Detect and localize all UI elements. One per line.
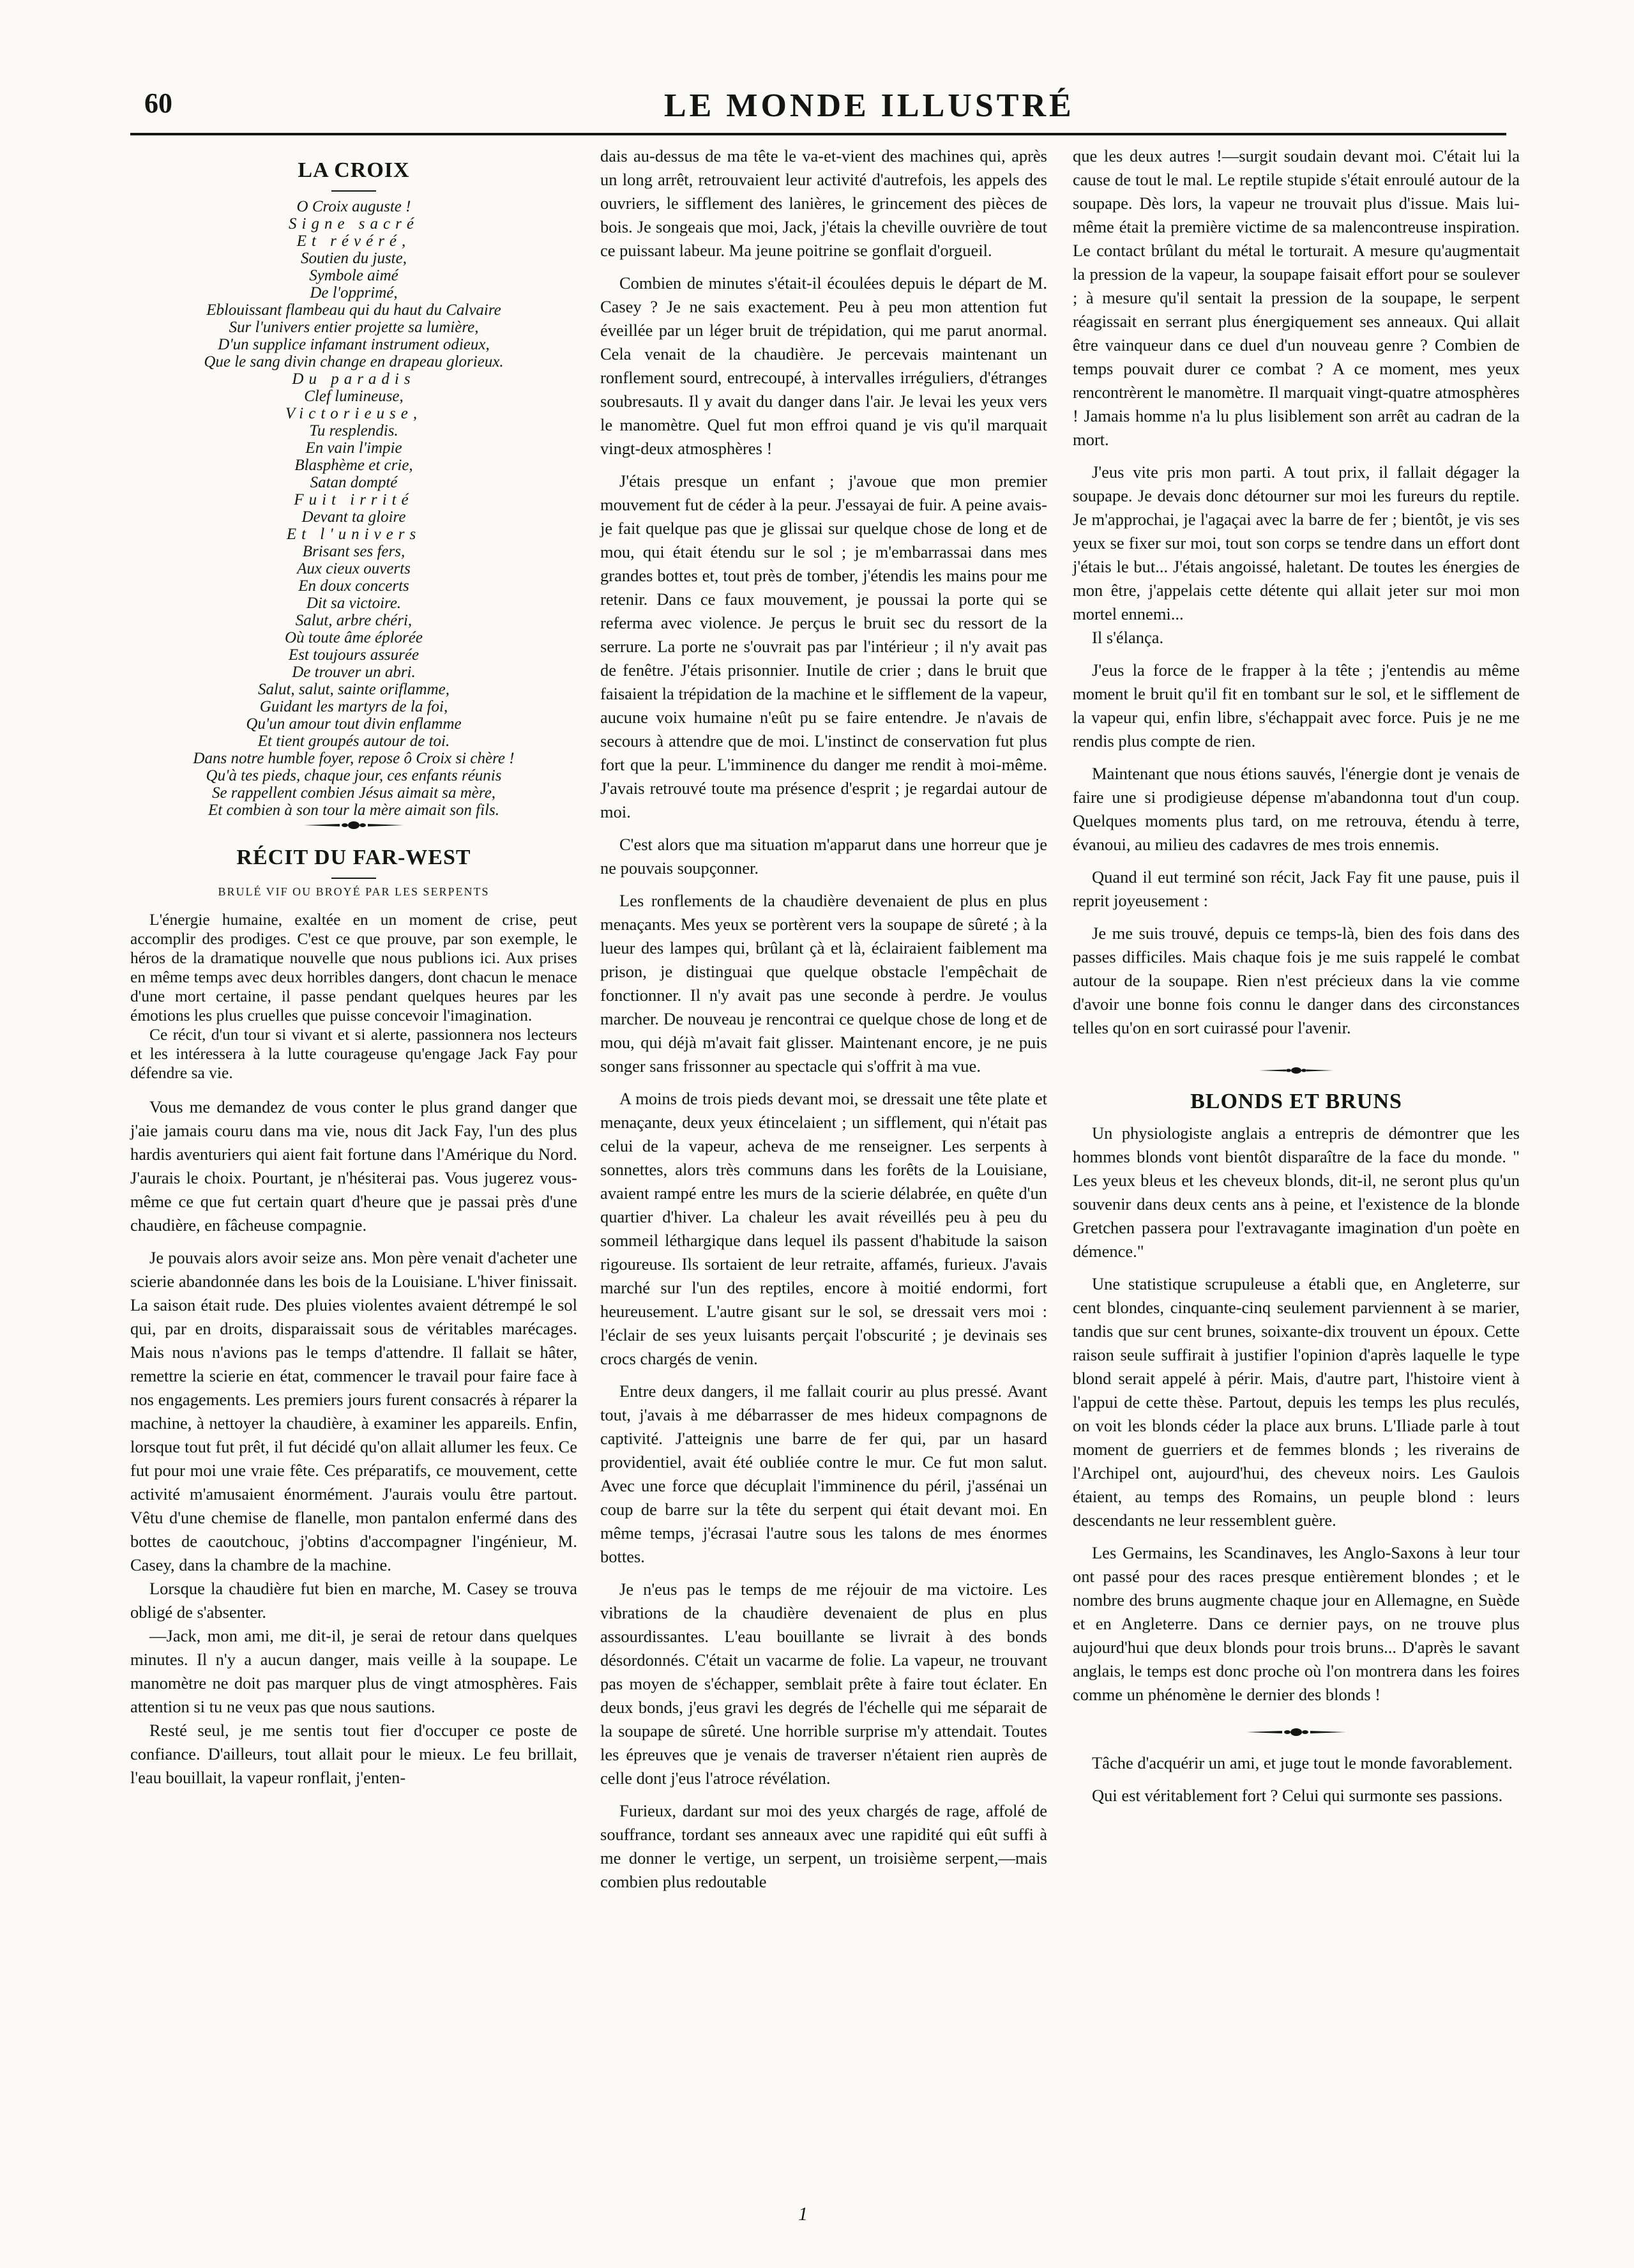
recit-body-col1 [130,1095,577,1790]
poem-line: Satan dompté [310,474,398,491]
title-rule [331,878,376,879]
poem-line: Sur l'univers entier projette sa lumière, [229,319,479,336]
poem-line: Guidant les martyrs de la foi, [259,698,448,715]
paragraph: J'eus vite pris mon parti. A tout prix, il fallait dégager la soupape. Je devais donc détourner sur moi les fureurs du reptile. Je m'approchai, je l'agaçai avec la barre de fer ; bientôt, je vis ses yeux se fixer sur moi, tout son corps se tendre dans un effort dont j'étais le but... J'étais angoissé, haletant. De toutes les énergies de mon être, j'appelais cette détente qui allait jeter sur moi mon mortel ennemi... [1073,462,1520,623]
poem-line: De l'opprimé, [310,284,398,301]
poem-line: Se rappellent combien Jésus aimait sa mère, [211,784,496,802]
poem-line: Est toujours assurée [288,646,420,664]
column-1 [130,144,577,1790]
paragraph: Je pouvais alors avoir seize ans. Mon père venait d'acheter une scierie abandonnée dans les bois de la Louisiane. L'hiver finissait. La saison était rude. Des pluies violentes avaient détrempé le sol qui, par en droits, disparaissait sous de véritables marécages. Mais nous n'avions pas le temps d'attendre. Il fallait se hâter, remettre la scierie en état, commencer le travail pour faire face à nos engagements. Les premiers jours furent consacrés à réparer la machine, à nettoyer la chaudière, à examiner les appareils. Enfin, lorsque tout fut prêt, il fut décidé qu'on allait allumer les feux. Ce fut pour moi une vraie fête. Ces préparatifs, ce mouvement, cette activité m'amusaient énormément. J'aurais voulu être partout. Vêtu d'une chemise de flanelle, mon pantalon enfermé dans des bottes de caoutchouc, j'obtins d'accompagner l'ingénieur, M. Casey, dans la chambre de la machine. [130,1248,577,1574]
paragraph: —Jack, mon ami, me dit-il, je serai de retour dans quelques minutes. Il n'y a aucun danger, mais veille à la soupape. Le manomètre ne doit pas marquer plus de vingt atmosphères. Fais attention si tu ne veux pas que nous sautions. [130,1626,577,1716]
maximes [1073,1751,1520,1808]
maxim: Qui est véritablement fort ? Celui qui surmonte ses passions. [1092,1786,1503,1805]
paragraph: Quand il eut terminé son récit, Jack Fay fit une pause, puis il reprit joyeusement : [1073,867,1520,910]
recit-title: RÉCIT DU FAR-WEST [236,846,471,869]
ornament-divider [303,819,405,832]
poem-line: En doux concerts [298,577,409,595]
ornament-divider [1245,1726,1347,1739]
poem-line: De trouver un abri. [292,664,416,681]
poem-line: Dit sa victoire. [306,595,402,612]
header-rule [130,133,1506,135]
la-croix-title: LA CROIX [298,158,410,182]
paragraph: dais au-dessus de ma tête le va-et-vient des machines qui, après un long arrêt, retrouvaient leur activité d'autrefois, les appels des ouvriers, le sifflement des lanières, le grincement des pièces de bois. Je songeais que moi, Jack, j'étais la cheville ouvrière de tout ce puissant labeur. Ma jeune poitrine se gonflait d'orgueil. [600,146,1047,260]
poem-line: Clef lumineuse, [304,388,404,405]
title-rule [331,190,376,192]
paragraph: J'étais presque un enfant ; j'avoue que mon premier mouvement fut de céder à la peur. J'essayai de fuir. A peine avais-je fait quelque pas que je glissai sur quelque chose de long et de mou, qui était étendu sur le sol ; je m'embarrassai dans mes grandes bottes et, tout près de tomber, j'étendis les mains pour me retenir. Dans ce faux mouvement, je poussai la porte qui se referma avec violence. Je perçus le bruit sec du ressort de la serrure. La porte ne s'ouvrait pas par l'intérieur ; il n'y avait pas de fenêtre. J'étais prisonnier. Inutile de crier ; dans le bruit que faisaient la trépidation de la machine et le sifflement de la vapeur, aucune voix humaine n'eût pu se faire entendre. Je n'avais de secours à attendre que de moi. L'instinct de conservation fut plus fort que la peur. L'imminence du danger me rendit à moi-même. J'avais retrouvé toute ma présence d'esprit ; je regardai autour de moi. [600,471,1047,821]
poem-line: Dans notre humble foyer, repose ô Croix si chère ! [193,750,515,767]
poem-line: Victorieuse, [285,405,423,422]
poem-line: Eblouissant flambeau qui du haut du Calvaire [206,301,501,319]
paragraph: Furieux, dardant sur moi des yeux chargés de rage, affolé de souffrance, tordant ses anneaux avec une rapidité qui eût suffi à me donner le vertige, un serpent, un troisième serpent,—mais combien plus redoutable [600,1801,1047,1891]
paragraph: Je n'eus pas le temps de me réjouir de ma victoire. Les vibrations de la chaudière devenaient de plus en plus assourdissantes. L'eau bouillante se livrait à des bonds désordonnés. C'était un vacarme de folie. La vapeur, ne trouvant pas moyen de s'échapper, semblait prête à faire tout éclater. En deux bonds, j'eus gravi les degrés de l'échelle qui me séparait de la soupape de sûreté. Une horrible surprise m'y attendait. Toutes les épreuves que je venais de traverser n'étaient rien auprès de celle dont j'eus l'atroce révélation. [600,1579,1047,1788]
paragraph: Resté seul, je me sentis tout fier d'occuper ce poste de confiance. D'ailleurs, tout allait pour le mieux. Le feu brillait, l'eau bouillait, la vapeur ronflait, j'enten- [130,1721,577,1787]
recit-subtitle: BRULÉ VIF OU BROYÉ PAR LES SERPENTS [218,885,490,898]
poem-line: Salut, arbre chéri, [295,612,412,629]
poem-line: Aux cieux ouverts [297,560,411,577]
maxim: Tâche d'acquérir un ami, et juge tout le monde favorablement. [1092,1753,1513,1772]
poem-line: Qu'un amour tout divin enflamme [246,715,462,733]
poem-line: Qu'à tes pieds, chaque jour, ces enfants réunis [206,767,502,784]
paragraph: J'eus la force de le frapper à la tête ; j'entendis au même moment le bruit qu'il fit en tombant sur le sol, et le sifflement de la vapeur qui, enfin libre, s'échappait avec force. Puis je ne me rendis plus compte de rien. [1073,660,1520,750]
poem-line: Du paradis [292,370,416,388]
folio-mark: 1 [798,2203,808,2225]
paragraph: Entre deux dangers, il me fallait courir au plus pressé. Avant tout, j'avais à me débarrasser de mes hideux compagnons de captivité. J'atteignis une barre de fer qui, par un hasard providentiel, avait été oubliée contre le mur. Ce fut mon salut. Avec une force que décuplait l'imminence du péril, j'assénai un coup de barre sur la tête du serpent qui était devant moi. En même temps, j'écrasai l'autre sous les talons de mes énormes bottes. [600,1381,1047,1566]
column-2 [600,144,1047,1894]
poem-line: Fuit irrité [294,491,414,508]
paragraph: Ce récit, d'un tour si vivant et si alerte, passionnera nos lecteurs et les intéressera à la lutte courageuse qu'engage Jack Fay pour défendre sa vie. [130,1025,577,1082]
poem-line: Symbole aimé [309,267,398,284]
column-3 [1073,144,1520,1808]
paragraph: A moins de trois pieds devant moi, se dressait une tête plate et menaçante, deux yeux étincelaient ; un sifflement, qui n'était pas celui de la vapeur, acheva de me renseigner. Les serpents à sonnettes, alors très communs dans les forêts de la Louisiane, avaient rampé entre les murs de la scierie délabrée, en quête d'un quartier d'hiver. La chaleur les avait réveillés peu à peu du sommeil léthargique dans lequel ils passent d'habitude la saison rigoureuse. Ils sortaient de leur retraite, affamés, furieux. J'avais marché sur l'un des reptiles, encore à moitié endormi, fort heureusement. L'autre gisant sur le sol, se dressait vers moi : l'éclair de ses yeux luisants perçait l'obscurité ; je devinais ses crocs chargés de venin. [600,1089,1047,1368]
page-number: 60 [144,88,172,119]
poem-line: Et révéré, [296,232,411,250]
ornament-divider [1258,1065,1335,1076]
journal-title: LE MONDE ILLUSTRÉ [664,88,1075,124]
paragraph: Un physiologiste anglais a entrepris de démontrer que les hommes blonds vont bientôt disparaître de la face du monde. " Les yeux bleus et les cheveux blonds, dit-il, ne seront plus qu'un souvenir dans deux cents ans à peine, et l'existence de la blonde Gretchen passera pour l'extravagante imagination d'un poète en démence." [1073,1123,1520,1261]
poem-line: Signe sacré [289,215,419,232]
paragraph: C'est alors que ma situation m'apparut dans une horreur que je ne pouvais soupçonner. [600,835,1047,878]
recit-body-col3 [1073,144,1520,1040]
poem-line: Que le sang divin change en drapeau glorieux. [204,353,504,370]
poem-line: Brisant ses fers, [302,543,405,560]
poem-line: Où toute âme éplorée [285,629,423,646]
poem-line: Et combien à son tour la mère aimait son fils. [208,802,499,819]
recit-intro [130,910,577,1083]
paragraph: Il s'élança. [1092,628,1164,647]
paragraph: L'énergie humaine, exaltée en un moment de crise, peut accomplir des prodiges. C'est ce que prouve, par son exemple, le héros de la dramatique nouvelle que nous publions ici. Aux prises en même temps avec deux horribles dangers, dont chacun le menace d'une mort certaine, il passe pendant quelques heures par les émotions les plus cruelles que puisse concevoir l'imagination. [130,910,577,1024]
paragraph: Une statistique scrupuleuse a établi que, en Angleterre, sur cent blondes, cinquante-cinq seulement parviennent à se marier, tandis que sur cent brunes, soixante-dix trouvent un époux. Cette raison seule suffirait à justifier l'opinion d'après laquelle le type blond serait appelé à périr. Mais, d'autre part, l'histoire vient à l'appui de cette thèse. Partout, depuis les temps les plus reculés, on voit les blonds céder la place aux bruns. L'Iliade parle à tout moment de guerriers et de femmes blonds ; les riverains de l'Archipel ont, aujourd'hui, des cheveux noirs. Les Gaulois étaient, au temps des Romains, un peuple blond : leurs descendants ne leur ressemblent guère. [1073,1274,1520,1530]
blonds-body [1073,1122,1520,1707]
paragraph: Les ronflements de la chaudière devenaient de plus en plus menaçants. Mes yeux se portèrent vers la soupape de sûreté ; à la lueur des lampes qui, brûlant çà et là, éclairaient faiblement ma prison, je distinguai que quelque obstacle l'empêchait de fonctionner. Il n'y avait pas une seconde à perdre. Je voulus marcher. De nouveau je rencontrai ce quelque chose de long et de mou, qui déjà m'avait fait glisser. Maintenant encore, je ne puis songer sans frissonner au spectacle qui s'offrit à ma vue. [600,891,1047,1076]
la-croix-poem [130,198,577,819]
paragraph: que les deux autres !—surgit soudain devant moi. C'était lui la cause de tout le mal. Le reptile stupide s'était enroulé autour de la soupape. Dès lors, la vapeur ne trouvait plus d'issue. Mais lui-même était la première victime de sa malencontreuse inspiration. Le contact brûlant du métal le torturait. A mesure qu'augmentait la pression de la vapeur, la soupape faisait effort pour se soulever ; à mesure qu'il sentait la pression de la soupape, le serpent réagissait en serrant plus énergiquement ses anneaux. Qui allait être vainqueur dans ce duel d'un nouveau genre ? Combien de temps pouvait durer ce combat ? A ce moment, mes yeux rencontrèrent le manomètre. Il marquait vingt-quatre atmosphères ! Jamais homme n'a lu plus lisiblement son arrêt au cadran de la mort. [1073,146,1520,449]
paragraph: Vous me demandez de vous conter le plus grand danger que j'aie jamais couru dans ma vie, nous dit Jack Fay, l'un des plus hardis aventuriers qui aient fait fortune dans l'Amérique du Nord. J'aurais le choix. Pourtant, je n'hésiterai pas. Vous jugerez vous-même ce que fut certain quart d'heure que je passai près d'une chaudière, en fâcheuse compagnie. [130,1097,577,1235]
poem-line: Et tient groupés autour de toi. [257,733,450,750]
poem-line: O Croix auguste ! [296,198,411,215]
blonds-title: BLONDS ET BRUNS [1190,1090,1402,1113]
poem-line: Et l'univers [286,526,421,543]
paragraph: Lorsque la chaudière fut bien en marche, M. Casey se trouva obligé de s'absenter. [130,1579,577,1622]
paragraph: Maintenant que nous étions sauvés, l'énergie dont je venais de faire une si prodigieuse dépense m'abandonna tout d'un coup. Quelques moments plus tard, on me retrouva, étendu à terre, évanoui, au milieu des cadavres de mes trois ennemis. [1073,764,1520,854]
recit-body-col2 [600,144,1047,1894]
poem-line: Blasphème et crie, [294,457,413,474]
poem-line: Tu resplendis. [309,422,398,439]
poem-line: Devant ta gloire [301,508,406,526]
paragraph: Combien de minutes s'était-il écoulées depuis le départ de M. Casey ? Je ne sais exactement. Peu à peu mon attention fut éveillée par un léger bruit de trépidation, qui me parut anormal. Cela venait de la chaudière. Je percevais maintenant un ronflement sourd, entrecoupé, à intervalles irréguliers, d'étranges soubresauts. Il y avait du danger dans l'air. Je levai les yeux vers le manomètre. Quel fut mon effroi quand je vis qu'il marquait vingt-deux atmosphères ! [600,273,1047,458]
poem-line: D'un supplice infamant instrument odieux, [218,336,490,353]
paragraph: Les Germains, les Scandinaves, les Anglo-Saxons à leur tour ont passé pour des races presque entièrement blondes ; et le nombre des bruns augmente chaque jour en Allemagne, en Suède et en Angleterre. Dans ce dernier pays, on ne trouve plus aujourd'hui que deux blonds pour trois bruns... D'après le savant anglais, le temps est donc proche où l'on montrera dans les foires comme un phénomène le dernier des blonds ! [1073,1543,1520,1704]
paragraph: Je me suis trouvé, depuis ce temps-là, bien des fois dans des passes difficiles. Mais chaque fois je me suis rappelé le combat autour de la soupape. Rien n'est précieux dans la vie comme d'avoir une bonne fois connu le danger dans des circonstances telles qu'on en sort cuirassé pour l'avenir. [1073,924,1520,1037]
poem-line: En vain l'impie [305,439,402,457]
poem-line: Salut, salut, sainte oriflamme, [258,681,450,698]
poem-line: Soutien du juste, [301,250,407,267]
